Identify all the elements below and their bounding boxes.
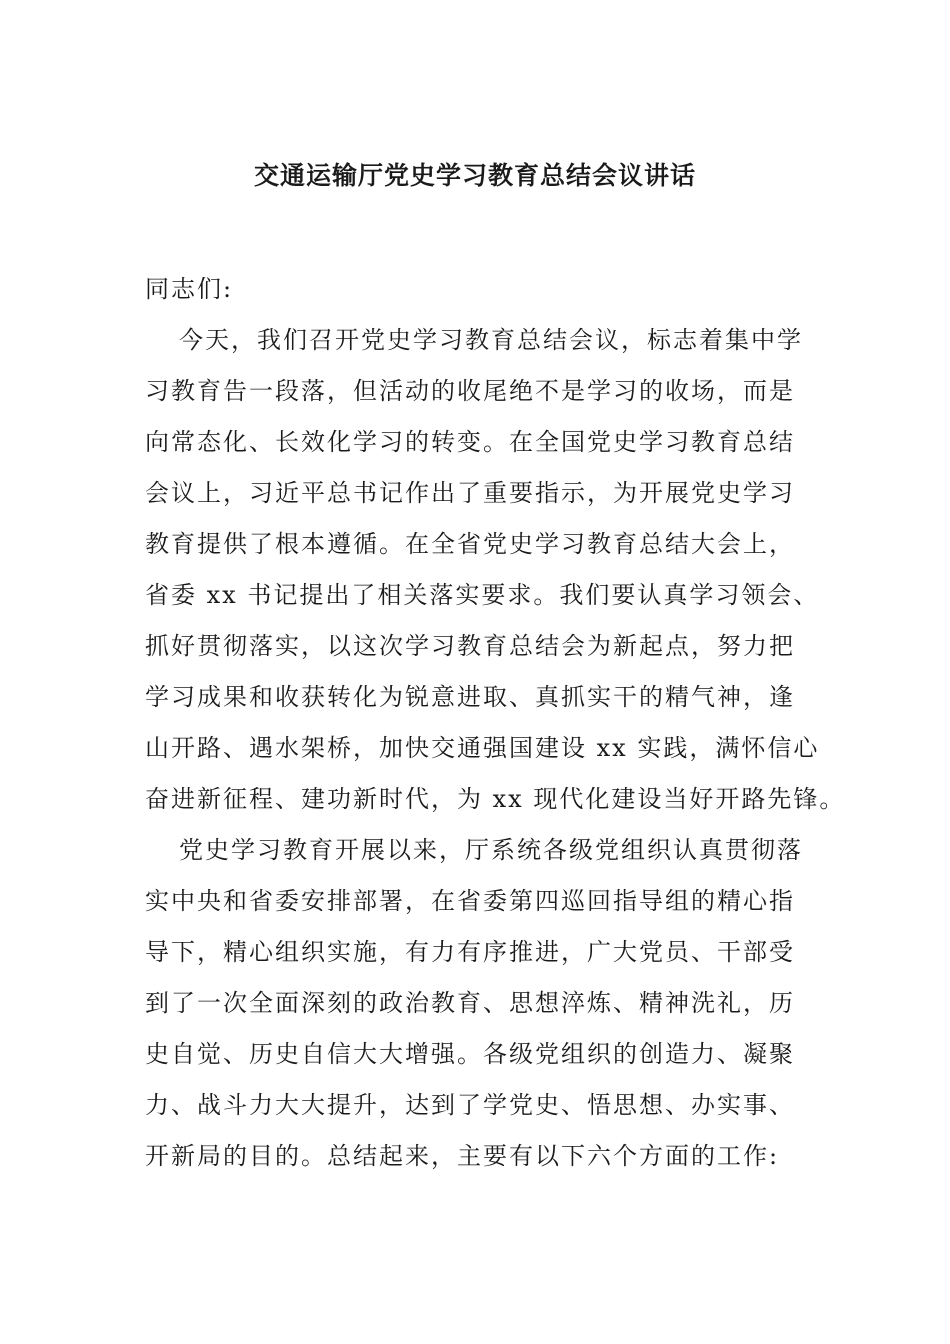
paragraph-line: 奋进新征程、建功新时代，为 xx 现代化建设当好开路先锋。 bbox=[145, 785, 846, 813]
paragraph-line: 山开路、遇水架桥，加快交通强国建设 xx 实践，满怀信心 bbox=[145, 734, 820, 762]
paragraph-line: 学习成果和收获转化为锐意进取、真抓实干的精气神，逢 bbox=[145, 683, 795, 711]
document-title: 交通运输厅党史学习教育总结会议讲话 bbox=[253, 161, 696, 190]
paragraph-line: 省委 xx 书记提出了相关落实要求。我们要认真学习领会、 bbox=[145, 581, 820, 609]
paragraph-line: 党史学习教育开展以来，厅系统各级党组织认真贯彻落 bbox=[179, 836, 803, 864]
paragraph-line: 习教育告一段落，但活动的收尾绝不是学习的收场，而是 bbox=[145, 377, 795, 405]
paragraph-line: 教育提供了根本遵循。在全省党史学习教育总结大会上， bbox=[145, 530, 795, 558]
paragraph-1 bbox=[145, 315, 846, 825]
paragraph-line: 实中央和省委安排部署，在省委第四巡回指导组的精心指 bbox=[145, 887, 795, 915]
paragraph-line: 今天，我们召开党史学习教育总结会议，标志着集中学 bbox=[179, 326, 803, 354]
paragraph-line: 到了一次全面深刻的政治教育、思想淬炼、精神洗礼，历 bbox=[145, 989, 795, 1017]
paragraph-line: 力、战斗力大大提升，达到了学党史、悟思想、办实事、 bbox=[145, 1091, 795, 1119]
paragraph-line: 会议上，习近平总书记作出了重要指示，为开展党史学习 bbox=[145, 479, 795, 507]
greeting: 同志们: bbox=[145, 275, 234, 303]
paragraph-line: 导下，精心组织实施，有力有序推进，广大党员、干部受 bbox=[145, 938, 795, 966]
paragraph-2 bbox=[145, 825, 825, 1182]
paragraph-line: 开新局的目的。总结起来，主要有以下六个方面的工作: bbox=[145, 1142, 780, 1170]
paragraph-line: 史自觉、历史自信大大增强。各级党组织的创造力、凝聚 bbox=[145, 1040, 795, 1068]
paragraph-line: 向常态化、长效化学习的转变。在全国党史学习教育总结 bbox=[145, 428, 795, 456]
paragraph-line: 抓好贯彻落实，以这次学习教育总结会为新起点，努力把 bbox=[145, 632, 795, 660]
